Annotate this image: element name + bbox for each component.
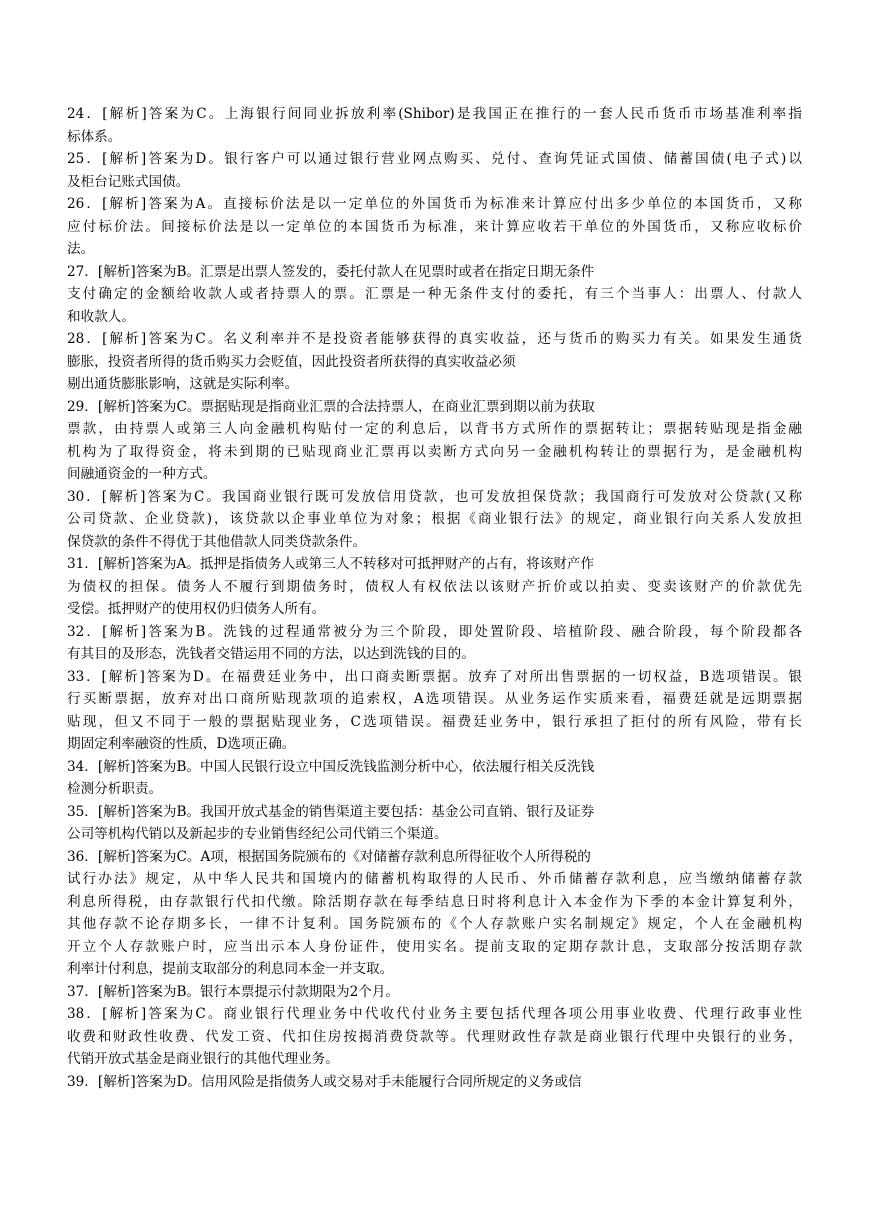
text-line: 26．[解析]答案为A。直接标价法是以一定单位的外国货币为标准来计算应付出多少单位的本国货币，又称 [67,196,802,212]
text-line: 票款，由持票人或第三人向金融机构贴付一定的利息后，以背书方式所作的票据转让；票据转贴现是指金融 [67,421,802,437]
text-line: 开立个人存款账户时，应当出示本人身份证件，使用实名。提前支取的定期存款计息，支取部分按活期存款 [67,938,802,955]
text-line: 38．[解析]答案为C。商业银行代理业务中代收代付业务主要包括代理各项公用事业收费、代理行政事业性 [67,1006,802,1022]
text-line: 贴现，但又不同于一般的票据贴现业务，C选项错误。福费廷业务中，银行承担了拒付的所有风险，带有长 [67,713,802,730]
text-line: 39．[解析]答案为D。信用风险是指债务人或交易对手未能履行合同所规定的义务或信 [67,1073,582,1090]
text-line: 24．[解析]答案为C。上海银行间同业拆放利率(Shibor)是我国正在推行的一套人民币货币市场基准利率指 [67,106,802,122]
text-line: 27．[解析]答案为B。汇票是出票人签发的，委托付款人在见票时或者在指定日期无条件 [67,263,595,280]
text-line: 33．[解析]答案为D。在福费廷业务中，出口商卖断票据。放弃了对所出售票据的一切权益，B选项错误。银 [67,668,802,685]
text-line: 利息所得税，由存款银行代扣代缴。除活期存款在每季结息日时将利息计入本金作为下季的本金计算复利外， [67,893,802,910]
text-line: 为债权的担保。债务人不履行到期债务时，债权人有权依法以该财产折价或以拍卖、变卖该财产的价款优先 [67,578,802,595]
text-line: 31．[解析]答案为A。抵押是指债务人或第三人不转移对可抵押财产的占有，将该财产作 [67,556,595,572]
text-line: 30．[解析]答案为C。我国商业银行既可发放信用贷款，也可发放担保贷款；我国商行可发放对公贷款(又称 [67,488,802,505]
text-line: 其他存款不论存期多长，一律不计复利。国务院颁布的《个人存款账户实名制规定》规定，个人在金融机构 [67,916,802,932]
text-line: 剔出通货膨胀影响，这就是实际利率。 [67,376,299,392]
text-line: 28．[解析]答案为C。名义利率并不是投资者能够获得的真实收益，还与货币的购买力有关。如果发生通货 [67,331,802,347]
text-line: 32．[解析]答案为B。洗钱的过程通常被分为三个阶段，即处置阶段、培植阶段、融合阶段，每个阶段都各 [67,623,802,640]
text-line: 及柜台记账式国债。 [67,173,190,190]
text-line: 应付标价法。间接标价法是以一定单位的本国货币为标准，来计算应收若干单位的外国货币，又称应收标价 [67,218,802,235]
text-line: 利率计付利息，提前支取部分的利息同本金一并支取。 [67,961,394,977]
text-line: 29．[解析]答案为C。票据贴现是指商业汇票的合法持票人，在商业汇票到期以前为获取 [67,398,595,415]
text-line: 膨胀，投资者所得的货币购买力会贬值，因此投资者所获得的真实收益必须 [67,353,516,370]
text-line: 间融通资金的一种方式。 [67,466,217,482]
text-line: 标体系。 [67,128,122,145]
answer-explanations-text [67,103,802,1093]
text-line: 公司贷款、企业贷款)，该贷款以企事业单位为对象；根据《商业银行法》的规定，商业银行向关系人发放担 [67,511,802,527]
text-line: 37．[解析]答案为B。银行本票提示付款期限为2个月。 [67,983,400,1000]
text-line: 检测分析职责。 [67,781,163,797]
text-line: 25．[解析]答案为D。银行客户可以通过银行营业网点购买、兑付、查询凭证式国债、储蓄国债(电子式)以 [67,151,802,167]
text-line: 34．[解析]答案为B。中国人民银行设立中国反洗钱监测分析中心，依法履行相关反洗钱 [67,758,595,775]
text-line: 代销开放式基金是商业银行的其他代理业务。 [67,1051,339,1067]
text-line: 保贷款的条件不得优于其他借款人同类贷款条件。 [67,533,367,550]
text-line: 支付确定的金额给收款人或者持票人的票。汇票是一种无条件支付的委托，有三个当事人：出票人、付款人 [67,286,802,302]
text-line: 收费和财政性收费、代发工资、代扣住房按揭消费贷款等。代理财政性存款是商业银行代理中央银行的业务， [67,1028,802,1045]
text-line: 行买断票据，放弃对出口商所贴现款项的追索权，A选项错误。从业务运作实质来看，福费廷就是远期票据 [67,691,802,707]
text-line: 机构为了取得资金，将未到期的已贴现商业汇票再以卖断方式向另一金融机构转让的票据行为，是金融机构 [67,443,802,460]
text-line: 有其目的及形态，洗钱者交错运用不同的方法，以达到洗钱的目的。 [67,646,475,662]
text-line: 35．[解析]答案为B。我国开放式基金的销售渠道主要包括：基金公司直销、银行及证券 [67,803,595,820]
text-line: 法。 [67,241,95,257]
text-line: 36．[解析]答案为C。A项，根据国务院颁布的《对储蓄存款利息所得征收个人所得税的 [67,848,591,865]
text-line: 期固定利率融资的性质，D选项正确。 [67,736,296,752]
text-line: 试行办法》规定，从中华人民共和国境内的储蓄机构取得的人民币、外币储蓄存款利息，应当缴纳储蓄存款 [67,871,802,887]
text-line: 公司等机构代销以及新起步的专业销售经纪公司代销三个渠道。 [67,826,448,842]
text-line: 受偿。抵押财产的使用权仍归债务人所有。 [67,601,326,617]
text-line: 和收款人。 [67,308,135,325]
